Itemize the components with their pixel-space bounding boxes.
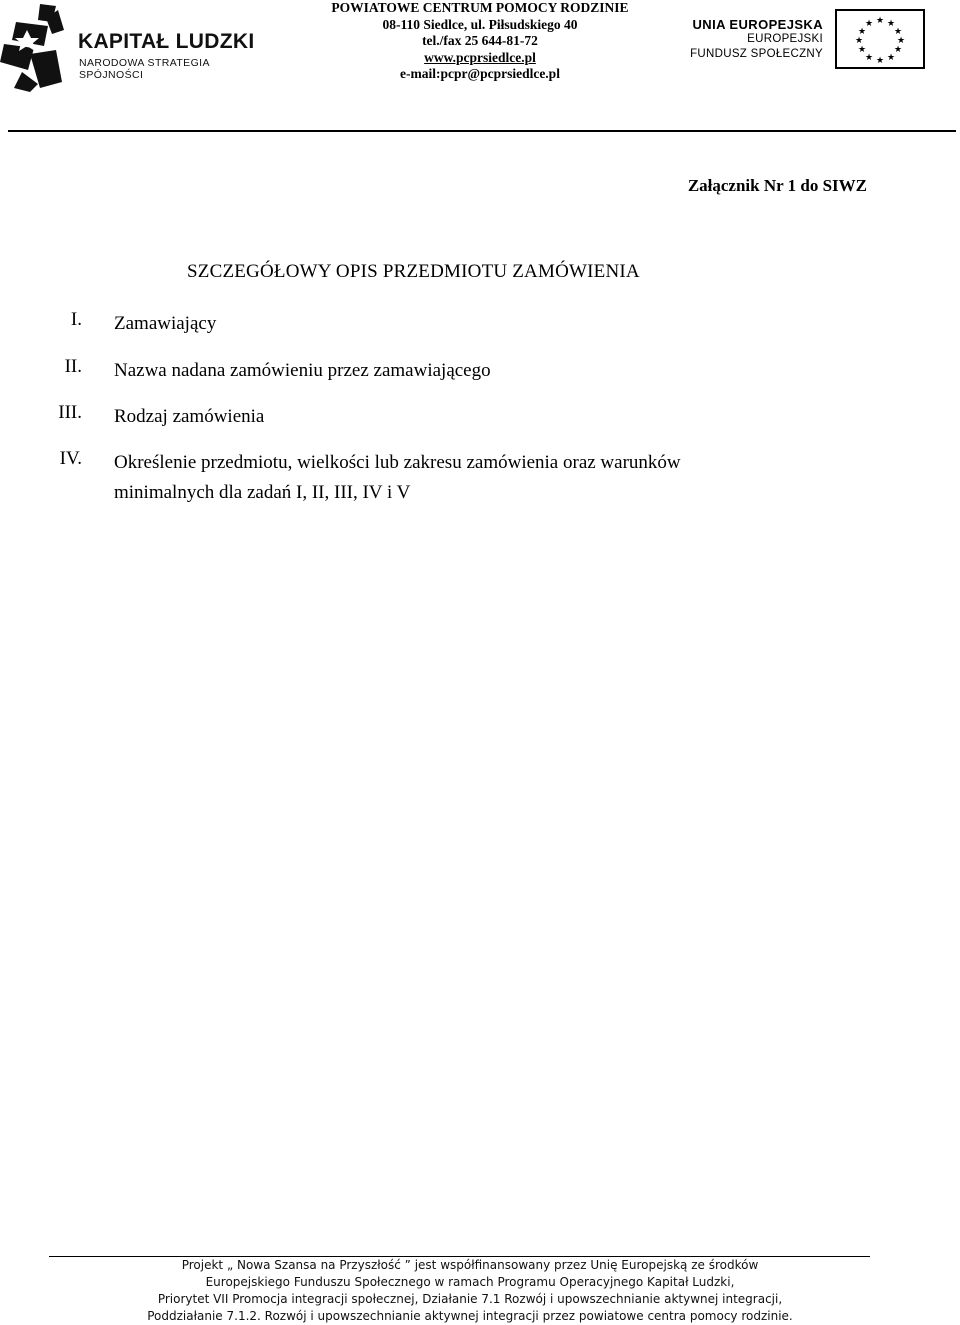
section-number: II. [64, 356, 82, 377]
org-phone: tel./fax 25 644-81-72 [422, 33, 538, 48]
svg-text:★: ★ [886, 53, 896, 63]
project-footer [90, 1257, 850, 1325]
eu-line2: EUROPEJSKI [747, 33, 823, 45]
footer-line: Projekt „ Nowa Szansa na Przyszłość ” jest współfinansowany przez Unię Europejską ze środków [181, 1258, 759, 1272]
svg-text:★: ★ [886, 19, 896, 29]
svg-text:★: ★ [875, 56, 885, 66]
section-number: I. [70, 309, 82, 330]
eu-line1: UNIA EUROPEJSKA [692, 17, 823, 32]
annex-label: Załącznik Nr 1 do SIWZ [687, 176, 867, 195]
svg-text:★: ★ [854, 36, 864, 46]
svg-text:★: ★ [893, 45, 903, 55]
section-number: III. [58, 402, 82, 423]
org-address: 08-110 Siedlce, ul. Piłsudskiego 40 [382, 16, 578, 32]
org-website-link[interactable]: www.pcprsiedlce.pl [424, 49, 536, 65]
header-divider [8, 130, 956, 132]
svg-text:★: ★ [875, 16, 885, 26]
section-heading: Nazwa nadana zamówieniu przez zamawiającego [114, 360, 491, 381]
org-name: POWIATOWE CENTRUM POMOCY RODZINIE [331, 0, 629, 15]
eu-flag-icon [835, 9, 925, 69]
svg-text:★: ★ [864, 53, 874, 63]
eu-line3: FUNDUSZ SPOŁECZNY [690, 48, 823, 60]
section-heading: Rodzaj zamówienia [114, 406, 265, 427]
org-email: e-mail:pcpr@pcprsiedlce.pl [400, 66, 560, 81]
svg-text:★: ★ [864, 19, 874, 29]
section-heading-line1: Określenie przedmiotu, wielkości lub zakresu zamówienia oraz warunków [114, 452, 681, 473]
footer-line: Poddziałanie 7.1.2. Rozwój i upowszechnianie aktywnej integracji przez powiatowe centra pomocy rodzinie. [147, 1309, 793, 1323]
svg-text:★: ★ [857, 27, 867, 37]
svg-text:★: ★ [893, 27, 903, 37]
svg-text:★: ★ [896, 36, 906, 46]
eu-logo-text [690, 17, 823, 62]
section-heading-line2: minimalnych dla zadań I, II, III, IV i V [114, 482, 411, 503]
section-number: IV. [59, 448, 82, 469]
document-title: SZCZEGÓŁOWY OPIS PRZEDMIOTU ZAMÓWIENIA [187, 261, 640, 282]
kapital-ludzki-logo [0, 0, 270, 96]
section-heading: Zamawiający [114, 313, 217, 334]
logo-title: KAPITAŁ LUDZKI [78, 30, 255, 53]
logo-subtitle: NARODOWA STRATEGIA SPÓJNOŚCI [79, 57, 210, 81]
kapital-ludzki-emblem-icon [0, 0, 76, 92]
footer-line: Priorytet VII Promocja integracji społecznej, Działanie 7.1 Rozwój i upowszechnianie aktywnej integracji, [157, 1292, 783, 1306]
institution-header [300, 0, 660, 83]
section-heading [114, 448, 834, 508]
svg-text:★: ★ [857, 45, 867, 55]
footer-line: Europejskiego Funduszu Społecznego w ramach Programu Operacyjnego Kapitał Ludzki, [205, 1275, 735, 1289]
